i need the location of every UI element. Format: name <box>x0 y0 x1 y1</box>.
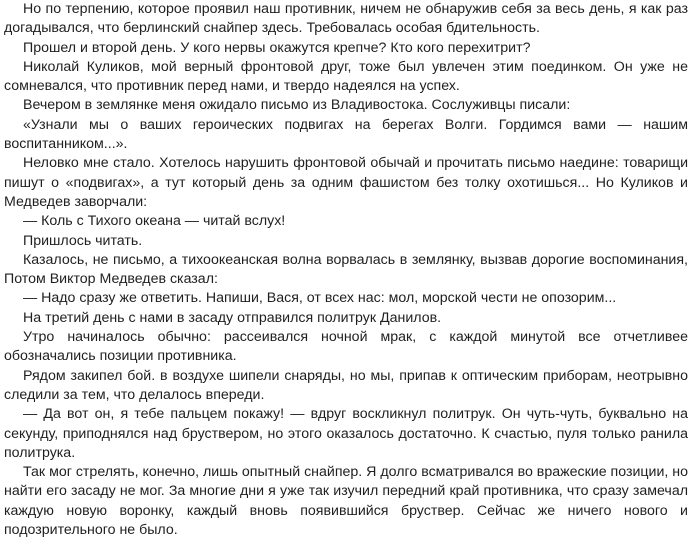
paragraph-3: Николай Куликов, мой верный фронтовой друг, тоже был увлечен этим поединком. Он уже не сомневался, что противник перед нами, и твердо надеялся на успех. <box>4 58 688 95</box>
paragraph-12: Утро начиналось обычно: рассеивался ночной мрак, с каждой минутой все отчетливее обозначались позиции противника. <box>4 329 688 365</box>
paragraph-5: «Узнали мы о ваших героических подвигах на берегах Волги. Гордимся вами — нашим воспитанником...». <box>4 116 688 153</box>
paragraph-6: Неловко мне стало. Хотелось нарушить фронтовой обычай и прочитать письмо наедине: товарищи пишут о «подвигах», а тут который день за одним фашистом без толку охотишься... Но Куликов и Медведев заворчали: <box>4 155 688 210</box>
paragraph-14: — Да вот он, я тебе пальцем покажу! — вдруг воскликнул политрук. Он чуть-чуть, буквально на секунду, приподнялся над бруствером, но этого оказалось достаточно. К счастью, пуля только ранила политрука. <box>4 406 688 461</box>
paragraph-1: Но по терпению, которое проявил наш противник, ничем не обнаружив себя за весь день, я как раз догадывался, что берлинский снайпер здесь. Требовалась особая бдительность. <box>4 1 688 37</box>
paragraph-8: Пришлось читать. <box>23 232 143 249</box>
paragraph-15: Так мог стрелять, конечно, лишь опытный снайпер. Я долго всматривался во вражеские позиции, но найти его засаду не мог. За многие дни я уже так изучил передний край противника, что сразу замечал каждую новую воронку, каждый вновь появившийся бруствер. Сейчас же ничего нового и подозрительного не было. <box>4 464 688 539</box>
paragraph-11: На третий день с нами в засаду отправился политрук Данилов. <box>23 309 442 326</box>
paragraph-13: Рядом закипел бой. в воздухе шипели снаряды, но мы, припав к оптическим приборам, неотрывно следили за тем, что делалось впереди. <box>4 367 688 403</box>
paragraph-9: Казалось, не письмо, а тихоокеанская волна ворвалась в землянку, вызвав дорогие воспоминания, Потом Виктор Медведев сказал: <box>4 251 688 288</box>
paragraph-2: Прошел и второй день. У кого нервы окажутся крепче? Кто кого перехитрит? <box>23 39 531 56</box>
paragraph-4: Вечером в землянке меня ожидало письмо из Владивостока. Сослуживцы писали: <box>23 97 571 114</box>
paragraph-7: — Коль с Тихого океана — читай вслух! <box>23 213 286 230</box>
paragraph-10: — Надо сразу же ответить. Напиши, Вася, от всех нас: мол, морской чести не опозорим... <box>23 290 617 307</box>
